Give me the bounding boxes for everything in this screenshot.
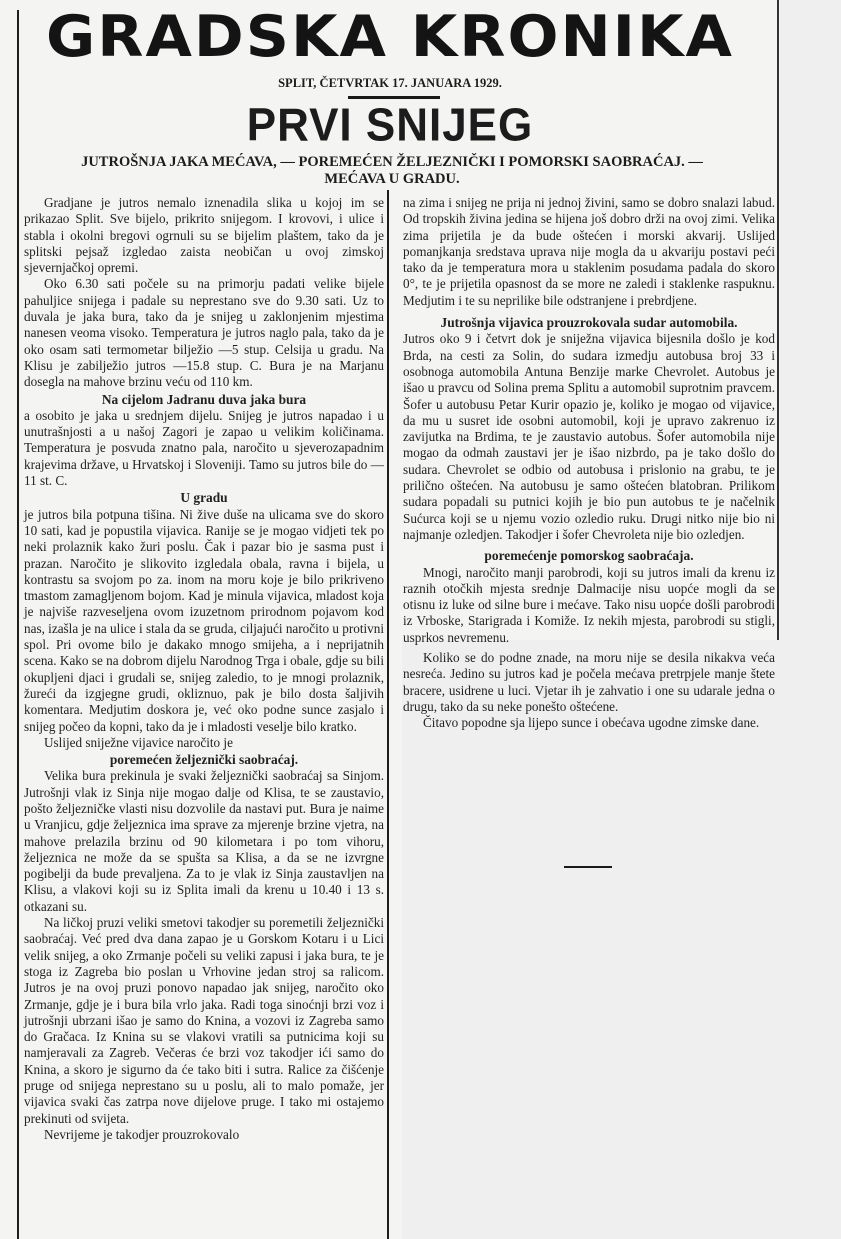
paragraph: Gradjane je jutros nemalo iznenadila slika u kojoj im se prikazao Split. Sve bijelo, prikrito snijegom. I krovovi, i ulice i stabla i okolni bregovi ogrnuli su se bijelim plaštem, tako da je splitski pejsaž izgledao zaista neobičan u ovoj zimskoj sjevernjačkoj opremi. [24,195,384,276]
paragraph: Na ličkoj pruzi veliki smetovi takodjer su poremetili željeznički saobraćaj. Već pred dva dana zapao je u Gorskom Kotaru i u Lici velik snijeg, a oko Zrmanje počeli su veliki zapusi i jaka bura, te je stoga iz Zagreba bio poslan u Vrhovine jedan stroj sa ralicom. Jutros je na ovoj pruzi ponovo napadao jak snijeg, naročito oko Zrmanje, gdje je i bura bila vrlo jaka. Radi toga sinoćnji brzi voz i jutrošnji ubrzani išao je samo do Knina, a vozovi iz Zagreba samo do Gračaca. Iz Knina su se vlakovi vratili sa putnicima koji su namjeravali za Zagreb. Večeras će brzi voz takodjer ići samo do Knina, a skoro je sigurno da će tako biti i sutra. Ralice za čišćenje pruge od snijega neprestano su u poslu, ali to malo pomaže, jer vijavica svaki čas zatrpa nove dijelove pruge. I tako mi ostajemo prekinuti od svijeta. [24,915,384,1126]
left-column [24,195,384,1143]
paragraph: Nevrijeme je takodjer prouzrokovalo [44,1126,240,1142]
paragraph: Uslijed sniježne vijavice naročito je [44,734,233,750]
dateline: SPLIT, ČETVRTAK 17. JANUARA 1929. [278,76,502,90]
subhead-line-2: MEĆAVA U GRADU. [324,171,460,187]
article-end-rule [564,866,612,868]
right-border-rule [777,0,779,640]
section-heading: poremećen željeznički saobraćaj. [109,752,299,768]
article-headline: PRVI SNIJEG [246,99,534,152]
paragraph: a osobito je jaka u srednjem dijelu. Snijeg je jutros napadao i u unutrašnjosti a u našoj Zagori je zapao u velikim količinama. Temperatura je posvuda znatno pala, naročito u sjeverozapadnim krajevima države, u Hrvatskoj i Sloveniji. Tamo su jutros bile do —11 st. C. [24,407,384,489]
paragraph: Velika bura prekinula je svaki željeznički saobraćaj sa Sinjom. Jutrošnji vlak iz Sinja nije mogao dalje od Klisa, te se zaustavio, pošto željezničke vlasti nisu dozvolile da nastavi put. Bura je naime u Vranjicu, gdje željeznica ima sprave za mjerenje brzine vjetra, na mahove prelazila brzinu od 90 kilometara i po tom vihoru, željeznica ne može da se spušta sa Klisa, a da se ne izvrgne pogibelji da bude prevaljena. Za to je vlak iz Sinja zaustavljen na Klisu, a vlakovi koji su iz Splita imali da krenu u 10.40 i 13 s. otkazani su. [24,768,384,914]
subhead-line-1: JUTROŠNJA JAKA MEĆAVA, — POREMEĆEN ŽELJEZNIČKI I POMORSKI SAOBRAĆAJ. — [81,154,703,170]
section-heading: Jutrošnja vijavica prouzrokovala sudar automobila. [440,315,738,331]
section-heading: U gradu [180,490,228,506]
paragraph: je jutros bila potpuna tišina. Ni žive duše na ulicama sve do skoro 10 sati, kad je popustila vijavica. Ranije se je mogao vidjeti tek po neki prolaznik kako žuri poslu. Čak i pazar bio je sasma pust i prazan. Naročito je slikovito izgledala obala, ravna i bijela, u kontrastu sa svojom po za. inom na moru koje je bilo prikriveno tmastom zamagljenom bojom. Kad je minula vijavica, mladost koja je najviše razveseljena ovom izuzetnom prirodnom pojavom kod nas, izašla je na ulice i stala da se gruda, ciljajući naročito u protivni spol. Pri ovome bilo je dakako mnogo smijeha, a i neprijatnih scena. Kako se na dobrom dijelu Narodnog Trga i obale, gdje su bili okupljeni djaci i grudali se, snijeg zaledio, to je mnogi prolaznik, žureći da izgjegne grudi, okliznuo, pak je bilo dosta šaljivih komentara. Medjutim doskora je, već oko podne sunce zasjalo i snijeg počeo da kopni, tako da je i mladosti veselje bilo kratko. [24,506,384,734]
paragraph: Oko 6.30 sati počele su na primorju padati velike bijele pahuljice snijega i padale su neprestano sve do 9.30 sati. Uz to duvala je jaka bura, tako da je snijeg u zaklonjenim mjestima nanesen veoma visoko. Temperatura je jutros naglo pala, tako da je oko osam sati termometar bilježio —5 stup. Celsija u gradu. Na Klisu je zabilježio jutros —15.8 stup. C. Bura je na Marjanu dosegla na mahove brzinu veću od 110 km. [24,276,384,390]
paragraph: Čitavo popodne sja lijepo sunce i obećava ugodne zimske dane. [423,715,760,731]
section-masthead: GRADSKA KRONIKA [46,3,734,71]
section-heading: Na cijelom Jadranu duva jaka bura [101,391,307,407]
paragraph: Jutros oko 9 i četvrt dok je sniježna vijavica bijesnila došlo je kod Brda, na cesti za Solin, do sudara izmedju autobusa broj 33 i osobnoga automobila Antuna Benzije marke Chevrolet. Autobus je išao u pravcu od Solina prema Splitu a automobil suprotnim pravcem. Šofer u autobusu Petar Kurir opazio je, koliko je mogao od vijavice, da mu u susret ide osobni automobil, koji je upravo zakrenuo iz zavijutka na Brdima, te je zaustavio autobus. Šofer automobila nije mogao da odmah zaustavi jer je išao nizbrdo, pa je tako došlo do sudara. Chevrolet se odbio od autobusa i prislonio na grabu, te je prilično oštećen. Na autobusu je samo oštećen blatobran. Prilikom sudara popadali su putnici kojih je bio pun autobus te je načelnik Sućurca koji se u njemu vozio ozledio ruku. Drugi nitko nije bio ni najmanje ozledjen. Takodjer i šofer Chevroleta nije bio ozledjen. [403,331,775,542]
paragraph: na zima i snijeg ne prija ni jednoj živini, samo se dobro snalazi labud. Od tropskih živina jedina se hijena još dobro drži na ovoj zimi. Velika zima prijetila je da bude oštećen i morski akvarij. Uslijed pomanjkanja sredstava uprava nije mogla da u akvariju postavi peći tako da je temperatura mora u staklenim posudama padala do skoro 0°, te je prijetila opasnost da se more ne zaledi i staklenke raspuknu. Medjutim i te su neprilike bile odstranjene i prebrdjene. [403,195,775,308]
section-heading: poremećenje pomorskog saobraćaja. [484,548,694,564]
article-subheadline [22,154,762,188]
column-divider-rule [387,190,389,1239]
right-column [403,195,775,732]
left-border-rule [17,10,19,1239]
paragraph: Koliko se do podne znade, na moru nije se desila nikakva veća nesreća. Jedino su jutros kad je počela mećava pretrpjele manje štete bracere, usidrene u luci. Vjetar ih je zahvatio i one su udarale jedna o drugu, tako da su neke ponešto oštećene. [403,650,775,714]
paragraph: Mnogi, naročito manji parobrodi, koji su jutros imali da krenu iz raznih otočkih mjesta srednje Dalmacije nisu uopće mogli da se otisnu iz luke od silne bure i mećave. Tako nisu uopće došli parobrodi iz Vrboske, Starigrada i Komiže. Iz nekih mjesta, parobrodi su stigli, usprkos nevremenu. [403,564,775,645]
